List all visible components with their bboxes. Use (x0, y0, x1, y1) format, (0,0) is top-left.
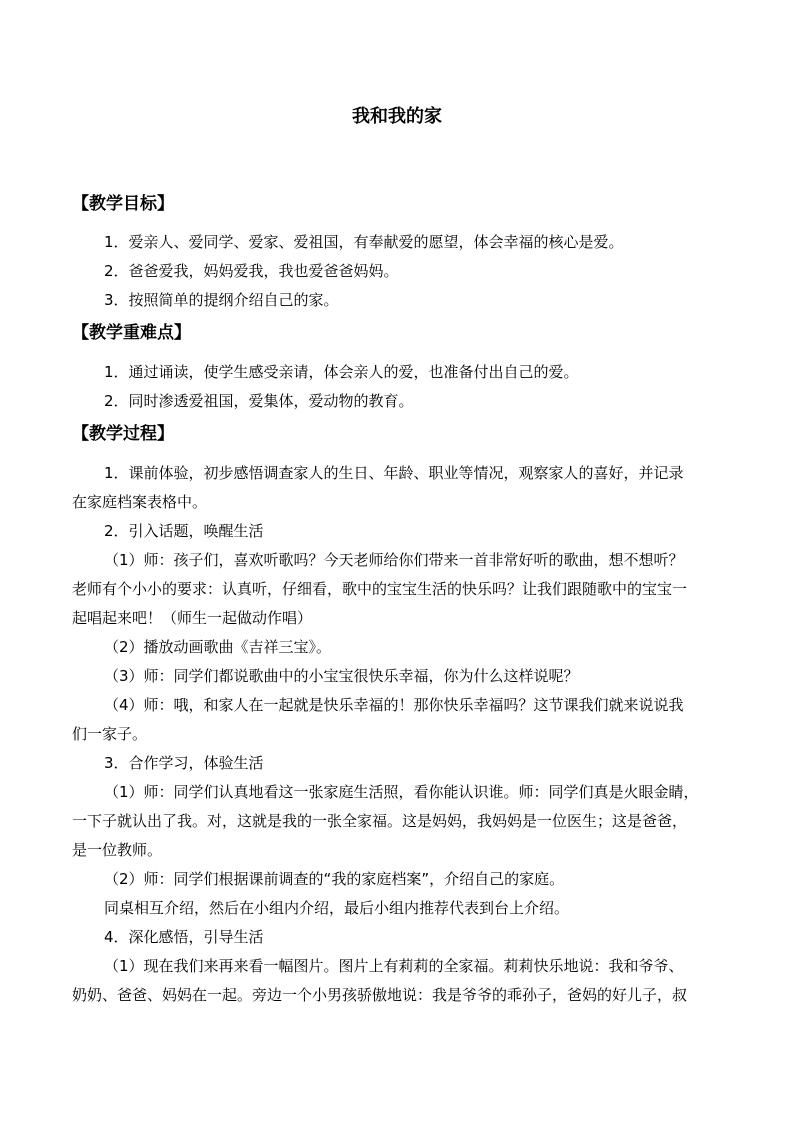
paragraph-line: 起唱起来吧！（师生一起做动作唱） (72, 609, 313, 627)
paragraph-line: 2．同时渗透爱祖国，爱集体，爱动物的教育。 (104, 392, 414, 410)
paragraph-line: 1．课前体验，初步感悟调查家人的生日、年龄、职业等情况，观察家人的喜好，并记录 (104, 464, 684, 482)
paragraph-line: 2．引入话题，唤醒生活 (104, 522, 264, 540)
section-heading-objectives: 【教学目标】 (72, 194, 174, 214)
paragraph-line: 奶奶、爸爸、妈妈在一起。旁边一个小男孩骄傲地说：我是爷爷的乖孙子，爸妈的好儿子，叔 (72, 986, 688, 1004)
paragraph-line: （2）师：同学们根据课前调查的“我的家庭档案”，介绍自己的家庭。 (104, 870, 565, 888)
page-title: 我和我的家 (352, 106, 442, 127)
section-heading-key-points: 【教学重难点】 (72, 323, 191, 343)
paragraph-line: （1）现在我们来再来看一幅图片。图片上有莉莉的全家福。莉莉快乐地说：我和爷爷、 (104, 957, 684, 975)
paragraph-line: 老师有个小小的要求：认真听，仔细看，歌中的宝宝生活的快乐吗？让我们跟随歌中的宝宝一 (72, 580, 688, 598)
paragraph-line: 是一位教师。 (72, 841, 163, 859)
paragraph-line: 3．按照简单的提纲介绍自己的家。 (104, 291, 339, 309)
paragraph-line: 在家庭档案表格中。 (72, 493, 208, 511)
paragraph-line: 2．爸爸爱我，妈妈爱我，我也爱爸爸妈妈。 (104, 262, 399, 280)
paragraph-line: 4．深化感悟，引导生活 (104, 928, 264, 946)
paragraph-line: （1）师：孩子们，喜欢听歌吗？今天老师给你们带来一首非常好听的歌曲，想不想听？ (104, 551, 684, 569)
paragraph-line: 3．合作学习，体验生活 (104, 754, 264, 772)
paragraph-line: （3）师：同学们都说歌曲中的小宝宝很快乐幸福，你为什么这样说呢？ (104, 667, 579, 685)
paragraph-line: 们一家子。 (72, 725, 148, 743)
section-heading-process: 【教学过程】 (72, 424, 174, 444)
paragraph-line: （4）师：哦，和家人在一起就是快乐幸福的！那你快乐幸福吗？这节课我们就来说说我 (104, 696, 684, 714)
paragraph-line: 同桌相互介绍，然后在小组内介绍，最后小组内推荐代表到台上介绍。 (104, 899, 570, 917)
paragraph-line: 1．爱亲人、爱同学、爱家、爱祖国，有奉献爱的愿望，体会幸福的核心是爱。 (104, 233, 624, 251)
paragraph-line: 一下子就认出了我。对，这就是我的一张全家福。这是妈妈，我妈妈是一位医生；这是爸爸， (72, 812, 688, 830)
paragraph-line: 1．通过诵读，使学生感受亲请，体会亲人的爱，也准备付出自己的爱。 (104, 363, 579, 381)
paragraph-line: （1）师：同学们认真地看这一张家庭生活照，看你能认识谁。师：同学们真是火眼金睛， (104, 783, 699, 801)
paragraph-line: （2）播放动画歌曲《吉祥三宝》。 (104, 638, 332, 656)
